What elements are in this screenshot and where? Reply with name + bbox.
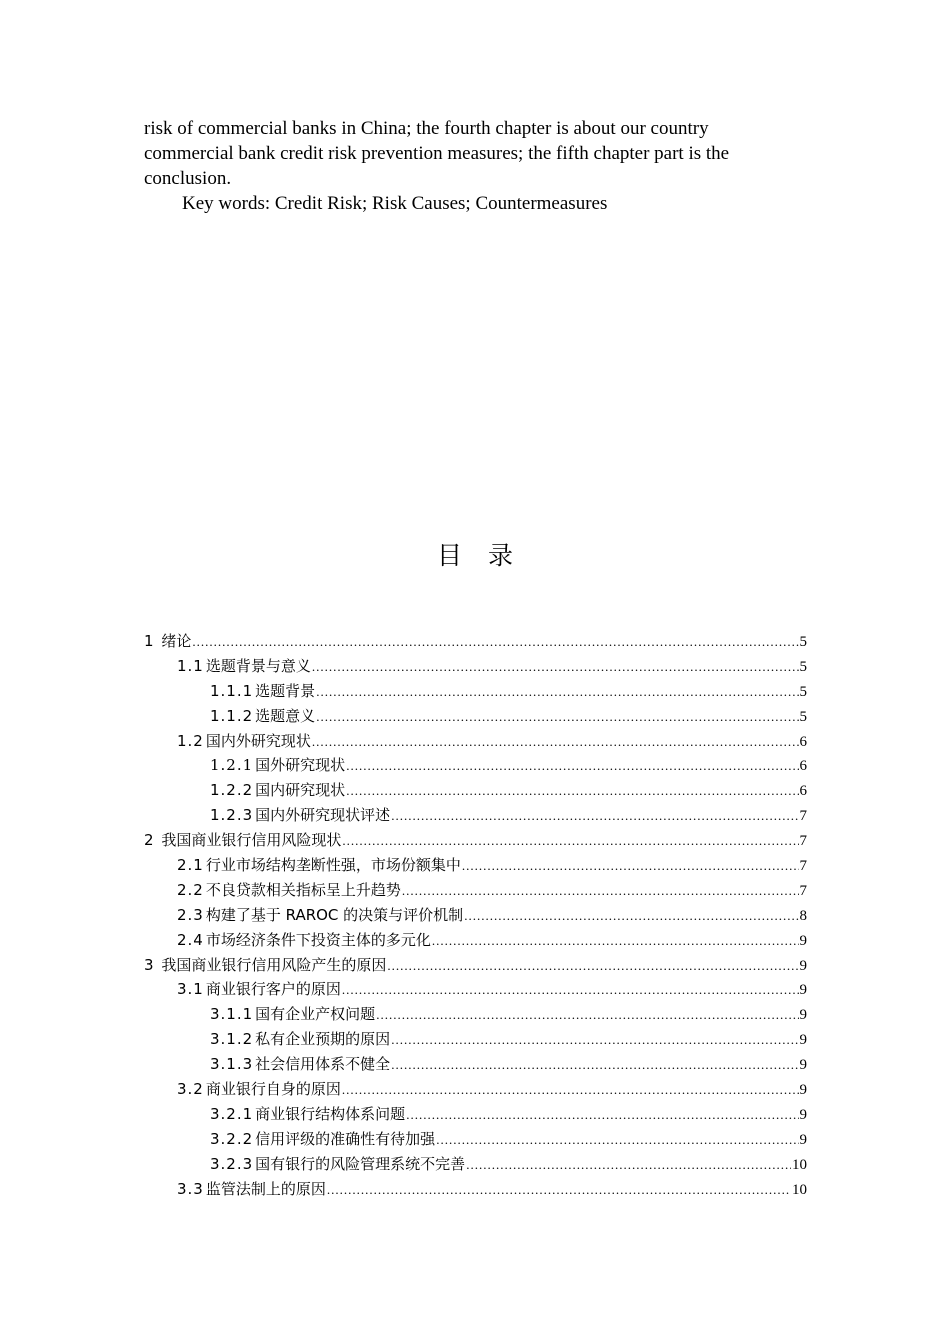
toc-entry[interactable] bbox=[144, 1028, 807, 1053]
toc-entry-page: 5 bbox=[799, 683, 807, 700]
keywords: Key words: Credit Risk; Risk Causes; Countermeasures bbox=[182, 193, 608, 214]
toc-entry-page: 5 bbox=[799, 708, 807, 725]
toc-entry[interactable] bbox=[144, 779, 807, 804]
toc-entry-number: 1.1.1 bbox=[210, 681, 254, 700]
dot-leader bbox=[342, 833, 798, 849]
toc-entry[interactable] bbox=[144, 978, 807, 1003]
dot-leader bbox=[192, 634, 798, 650]
dot-leader bbox=[462, 858, 799, 874]
toc-entry-number: 1.2.3 bbox=[210, 806, 254, 825]
toc-entry-title: 国外研究现状 bbox=[255, 756, 346, 775]
toc-entry-number: 2.4 bbox=[177, 930, 204, 949]
toc-entry-number: 3.2.2 bbox=[210, 1129, 254, 1148]
dot-leader bbox=[466, 1157, 791, 1173]
toc-entry-page: 7 bbox=[799, 858, 807, 875]
toc-entry-page: 8 bbox=[799, 907, 807, 924]
toc-entry-number: 3.1.3 bbox=[210, 1055, 254, 1074]
toc-entry-number: 1.2.1 bbox=[210, 756, 254, 775]
toc-entry-page: 5 bbox=[799, 658, 807, 675]
toc-entry[interactable] bbox=[144, 954, 807, 979]
toc-entry[interactable] bbox=[144, 804, 807, 829]
toc-title: 目录 bbox=[436, 541, 539, 570]
toc-entry-title: 我国商业银行信用风险现状 bbox=[161, 831, 342, 850]
toc-entry[interactable] bbox=[144, 754, 807, 779]
toc-entry-title: 市场经济条件下投资主体的多元化 bbox=[205, 930, 431, 949]
dot-leader bbox=[327, 1182, 791, 1198]
toc-entry-page: 9 bbox=[799, 1106, 807, 1123]
toc-entry-page: 5 bbox=[799, 634, 807, 650]
toc-entry-title: 国内外研究现状 bbox=[205, 731, 311, 750]
toc-entry-title: 行业市场结构垄断性强，市场份额集中 bbox=[205, 856, 461, 875]
toc-entry-number: 3.3 bbox=[177, 1179, 204, 1198]
dot-leader bbox=[376, 1007, 798, 1023]
abstract-line: commercial bank credit risk prevention measures; the fifth chapter part is the bbox=[144, 143, 730, 164]
dot-leader bbox=[464, 908, 798, 924]
toc-entry-page: 9 bbox=[799, 1082, 807, 1099]
toc-entry-title: 商业银行自身的原因 bbox=[205, 1080, 341, 1099]
toc-entry-number: 1.2 bbox=[177, 731, 204, 750]
toc-entry-number: 1 bbox=[144, 632, 155, 650]
toc-entry-number: 3.1 bbox=[177, 980, 204, 999]
dot-leader bbox=[346, 758, 798, 774]
toc-entry-title: 监管法制上的原因 bbox=[205, 1179, 326, 1198]
dot-leader bbox=[342, 1082, 799, 1098]
toc-entry[interactable] bbox=[144, 854, 807, 879]
toc-entry-page: 6 bbox=[799, 733, 807, 750]
toc-entry-page: 7 bbox=[799, 833, 807, 850]
dot-leader bbox=[391, 808, 798, 824]
dot-leader bbox=[391, 1032, 798, 1048]
abstract-section bbox=[144, 116, 784, 216]
toc-entry-page: 10 bbox=[792, 1181, 807, 1198]
toc-entry[interactable] bbox=[144, 680, 807, 705]
toc-entry-number: 2.3 bbox=[177, 905, 204, 924]
toc-entry-number: 3.2.1 bbox=[210, 1104, 254, 1123]
toc-entry-number: 1.1.2 bbox=[210, 706, 254, 725]
abstract-line: conclusion. bbox=[144, 168, 232, 189]
toc-entry-page: 7 bbox=[799, 808, 807, 825]
toc-entry[interactable] bbox=[144, 1128, 807, 1153]
table-of-contents bbox=[144, 630, 807, 1202]
toc-entry-number: 3 bbox=[144, 955, 155, 974]
dot-leader bbox=[432, 933, 799, 949]
toc-entry-number: 2 bbox=[144, 831, 155, 850]
dot-leader bbox=[402, 883, 799, 899]
dot-leader bbox=[436, 1132, 798, 1148]
toc-entry-title: 国有银行的风险管理系统不完善 bbox=[255, 1154, 466, 1173]
abstract-line: risk of commercial banks in China; the fourth chapter is about our country bbox=[144, 118, 709, 139]
toc-entry-number: 1.1 bbox=[177, 656, 204, 675]
toc-entry-title: 私有企业预期的原因 bbox=[255, 1030, 391, 1049]
toc-entry-page: 9 bbox=[799, 932, 807, 949]
toc-entry-title: 选题意义 bbox=[255, 706, 316, 725]
toc-entry-title: 信用评级的准确性有待加强 bbox=[255, 1129, 436, 1148]
toc-entry[interactable] bbox=[144, 1178, 807, 1203]
toc-entry[interactable] bbox=[144, 630, 807, 655]
dot-leader bbox=[406, 1107, 798, 1123]
dot-leader bbox=[387, 958, 798, 974]
toc-entry[interactable] bbox=[144, 1053, 807, 1078]
toc-entry-title: 构建了基于 RAROC 的决策与评价机制 bbox=[205, 905, 464, 924]
toc-entry-number: 3.2.3 bbox=[210, 1154, 254, 1173]
toc-entry-page: 9 bbox=[799, 1131, 807, 1148]
toc-entry-number: 2.2 bbox=[177, 880, 204, 899]
toc-entry-number: 2.1 bbox=[177, 856, 204, 875]
toc-entry-number: 3.1.2 bbox=[210, 1030, 254, 1049]
toc-entry-title: 选题背景与意义 bbox=[205, 656, 311, 675]
toc-entry-title: 选题背景 bbox=[255, 681, 316, 700]
dot-leader bbox=[391, 1057, 798, 1073]
dot-leader bbox=[342, 982, 799, 998]
toc-entry[interactable] bbox=[144, 730, 807, 755]
toc-entry-title: 商业银行结构体系问题 bbox=[255, 1104, 406, 1123]
dot-leader bbox=[316, 709, 798, 725]
toc-entry-page: 9 bbox=[799, 1057, 807, 1074]
toc-entry-page: 9 bbox=[799, 1007, 807, 1024]
toc-entry-title: 国有企业产权问题 bbox=[255, 1005, 376, 1024]
toc-entry-number: 3.2 bbox=[177, 1080, 204, 1099]
toc-entry-title: 商业银行客户的原因 bbox=[205, 980, 341, 999]
toc-entry[interactable] bbox=[144, 1153, 807, 1178]
toc-entry-page: 9 bbox=[799, 1032, 807, 1049]
toc-entry[interactable] bbox=[144, 929, 807, 954]
toc-entry-title: 国内外研究现状评述 bbox=[255, 806, 391, 825]
toc-entry-number: 1.2.2 bbox=[210, 781, 254, 800]
toc-entry[interactable] bbox=[144, 879, 807, 904]
toc-entry-title: 绪论 bbox=[161, 632, 192, 650]
toc-entry-title: 国内研究现状 bbox=[255, 781, 346, 800]
toc-entry[interactable] bbox=[144, 705, 807, 730]
toc-entry-page: 7 bbox=[799, 882, 807, 899]
toc-entry-page: 6 bbox=[799, 783, 807, 800]
toc-entry[interactable] bbox=[144, 1078, 807, 1103]
toc-entry[interactable] bbox=[144, 655, 807, 680]
dot-leader bbox=[312, 659, 799, 675]
toc-entry-page: 9 bbox=[799, 982, 807, 999]
dot-leader bbox=[312, 734, 799, 750]
toc-entry-page: 6 bbox=[799, 758, 807, 775]
toc-entry-title: 社会信用体系不健全 bbox=[255, 1055, 391, 1074]
toc-entry-page: 10 bbox=[792, 1156, 807, 1173]
toc-entry[interactable] bbox=[144, 1103, 807, 1128]
toc-entry-number: 3.1.1 bbox=[210, 1005, 254, 1024]
toc-entry-page: 9 bbox=[799, 957, 807, 974]
dot-leader bbox=[316, 684, 798, 700]
toc-entry-title: 不良贷款相关指标呈上升趋势 bbox=[205, 880, 401, 899]
toc-entry[interactable] bbox=[144, 829, 807, 854]
toc-entry[interactable] bbox=[144, 904, 807, 929]
toc-entry[interactable] bbox=[144, 1003, 807, 1028]
dot-leader bbox=[346, 783, 798, 799]
toc-entry-title: 我国商业银行信用风险产生的原因 bbox=[161, 955, 387, 974]
